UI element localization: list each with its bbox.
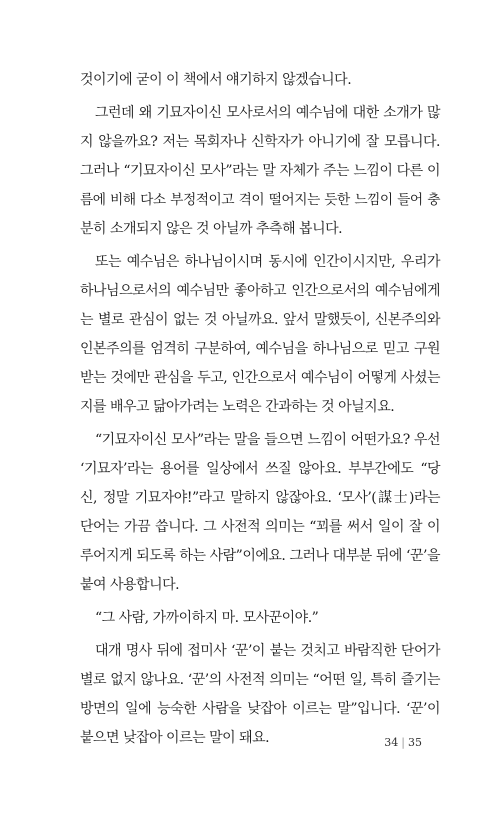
text-line: 루어지게 되도록 하는 사람”이에요. 그러나 대부분 뒤에 ‘꾼’을 bbox=[80, 548, 440, 564]
text-line: 붙으면 낮잡아 이르는 말이 돼요. bbox=[80, 730, 270, 746]
text-line: 단어는 가끔 씁니다. 그 사전적 의미는 “꾀를 써서 일이 잘 이 bbox=[80, 519, 440, 535]
text-line: 받는 것에만 관심을 두고, 인간으로서 예수님이 어떻게 사셨는 bbox=[80, 370, 440, 386]
text-line: 별로 없지 않나요. ‘꾼’의 사전적 의미는 “어떤 일, 특히 즐기는 bbox=[80, 672, 440, 688]
text-line: 지 않을까요? 저는 목회자나 신학자가 아니기에 잘 모릅니다. bbox=[80, 134, 440, 150]
text-line: 는 별로 관심이 없는 것 아닐까요. 앞서 말했듯이, 신본주의와 bbox=[80, 312, 440, 328]
text-line: “기묘자이신 모사”라는 말을 들으면 느낌이 어떤가요? 우선 bbox=[95, 432, 440, 448]
text-line: 것이기에 굳이 이 책에서 얘기하지 않겠습니다. bbox=[80, 72, 352, 88]
text-line: 그러나 “기묘자이신 모사”라는 말 자체가 주는 느낌이 다른 이 bbox=[80, 163, 440, 179]
text-line: 분히 소개되지 않은 것 아닐까 추측해 봅니다. bbox=[80, 221, 343, 237]
text-line: 인본주의를 엄격히 구분하여, 예수님을 하나님으로 믿고 구원 bbox=[80, 341, 440, 357]
text-line: 그런데 왜 기묘자이신 모사로서의 예수님에 대한 소개가 많 bbox=[95, 105, 440, 121]
text-line: 하나님으로서의 예수님만 좋아하고 인간으로서의 예수님에게 bbox=[80, 283, 440, 299]
page-numbers bbox=[384, 736, 422, 749]
text-line: 또는 예수님은 하나님이시며 동시에 인간이시지만, 우리가 bbox=[95, 254, 440, 270]
text-line: 신, 정말 기묘자야!”라고 말하지 않잖아요. ‘모사’(謀士)라는 bbox=[80, 490, 440, 506]
text-line: 방면의 일에 능숙한 사람을 낮잡아 이르는 말”입니다. ‘꾼’이 bbox=[80, 701, 440, 717]
text-line: 름에 비해 다소 부정적이고 격이 떨어지는 듯한 느낌이 들어 충 bbox=[80, 192, 440, 208]
text-line: ‘기묘자’라는 용어를 일상에서 쓰질 않아요. 부부간에도 “당 bbox=[80, 461, 440, 477]
text-line: “그 사람, 가까이하지 마. 모사꾼이야.” bbox=[95, 610, 319, 626]
text-line: 붙여 사용합니다. bbox=[80, 577, 180, 593]
text-line: 지를 배우고 닮아가려는 노력은 간과하는 것 아닐지요. bbox=[80, 399, 395, 415]
right-page-number: 35 bbox=[408, 736, 422, 749]
body-text bbox=[80, 66, 440, 753]
text-line: 대개 명사 뒤에 접미사 ‘꾼’이 붙는 것치고 바람직한 단어가 bbox=[95, 643, 440, 659]
page-number-divider: | bbox=[401, 736, 405, 749]
left-page-number: 34 bbox=[384, 736, 399, 749]
